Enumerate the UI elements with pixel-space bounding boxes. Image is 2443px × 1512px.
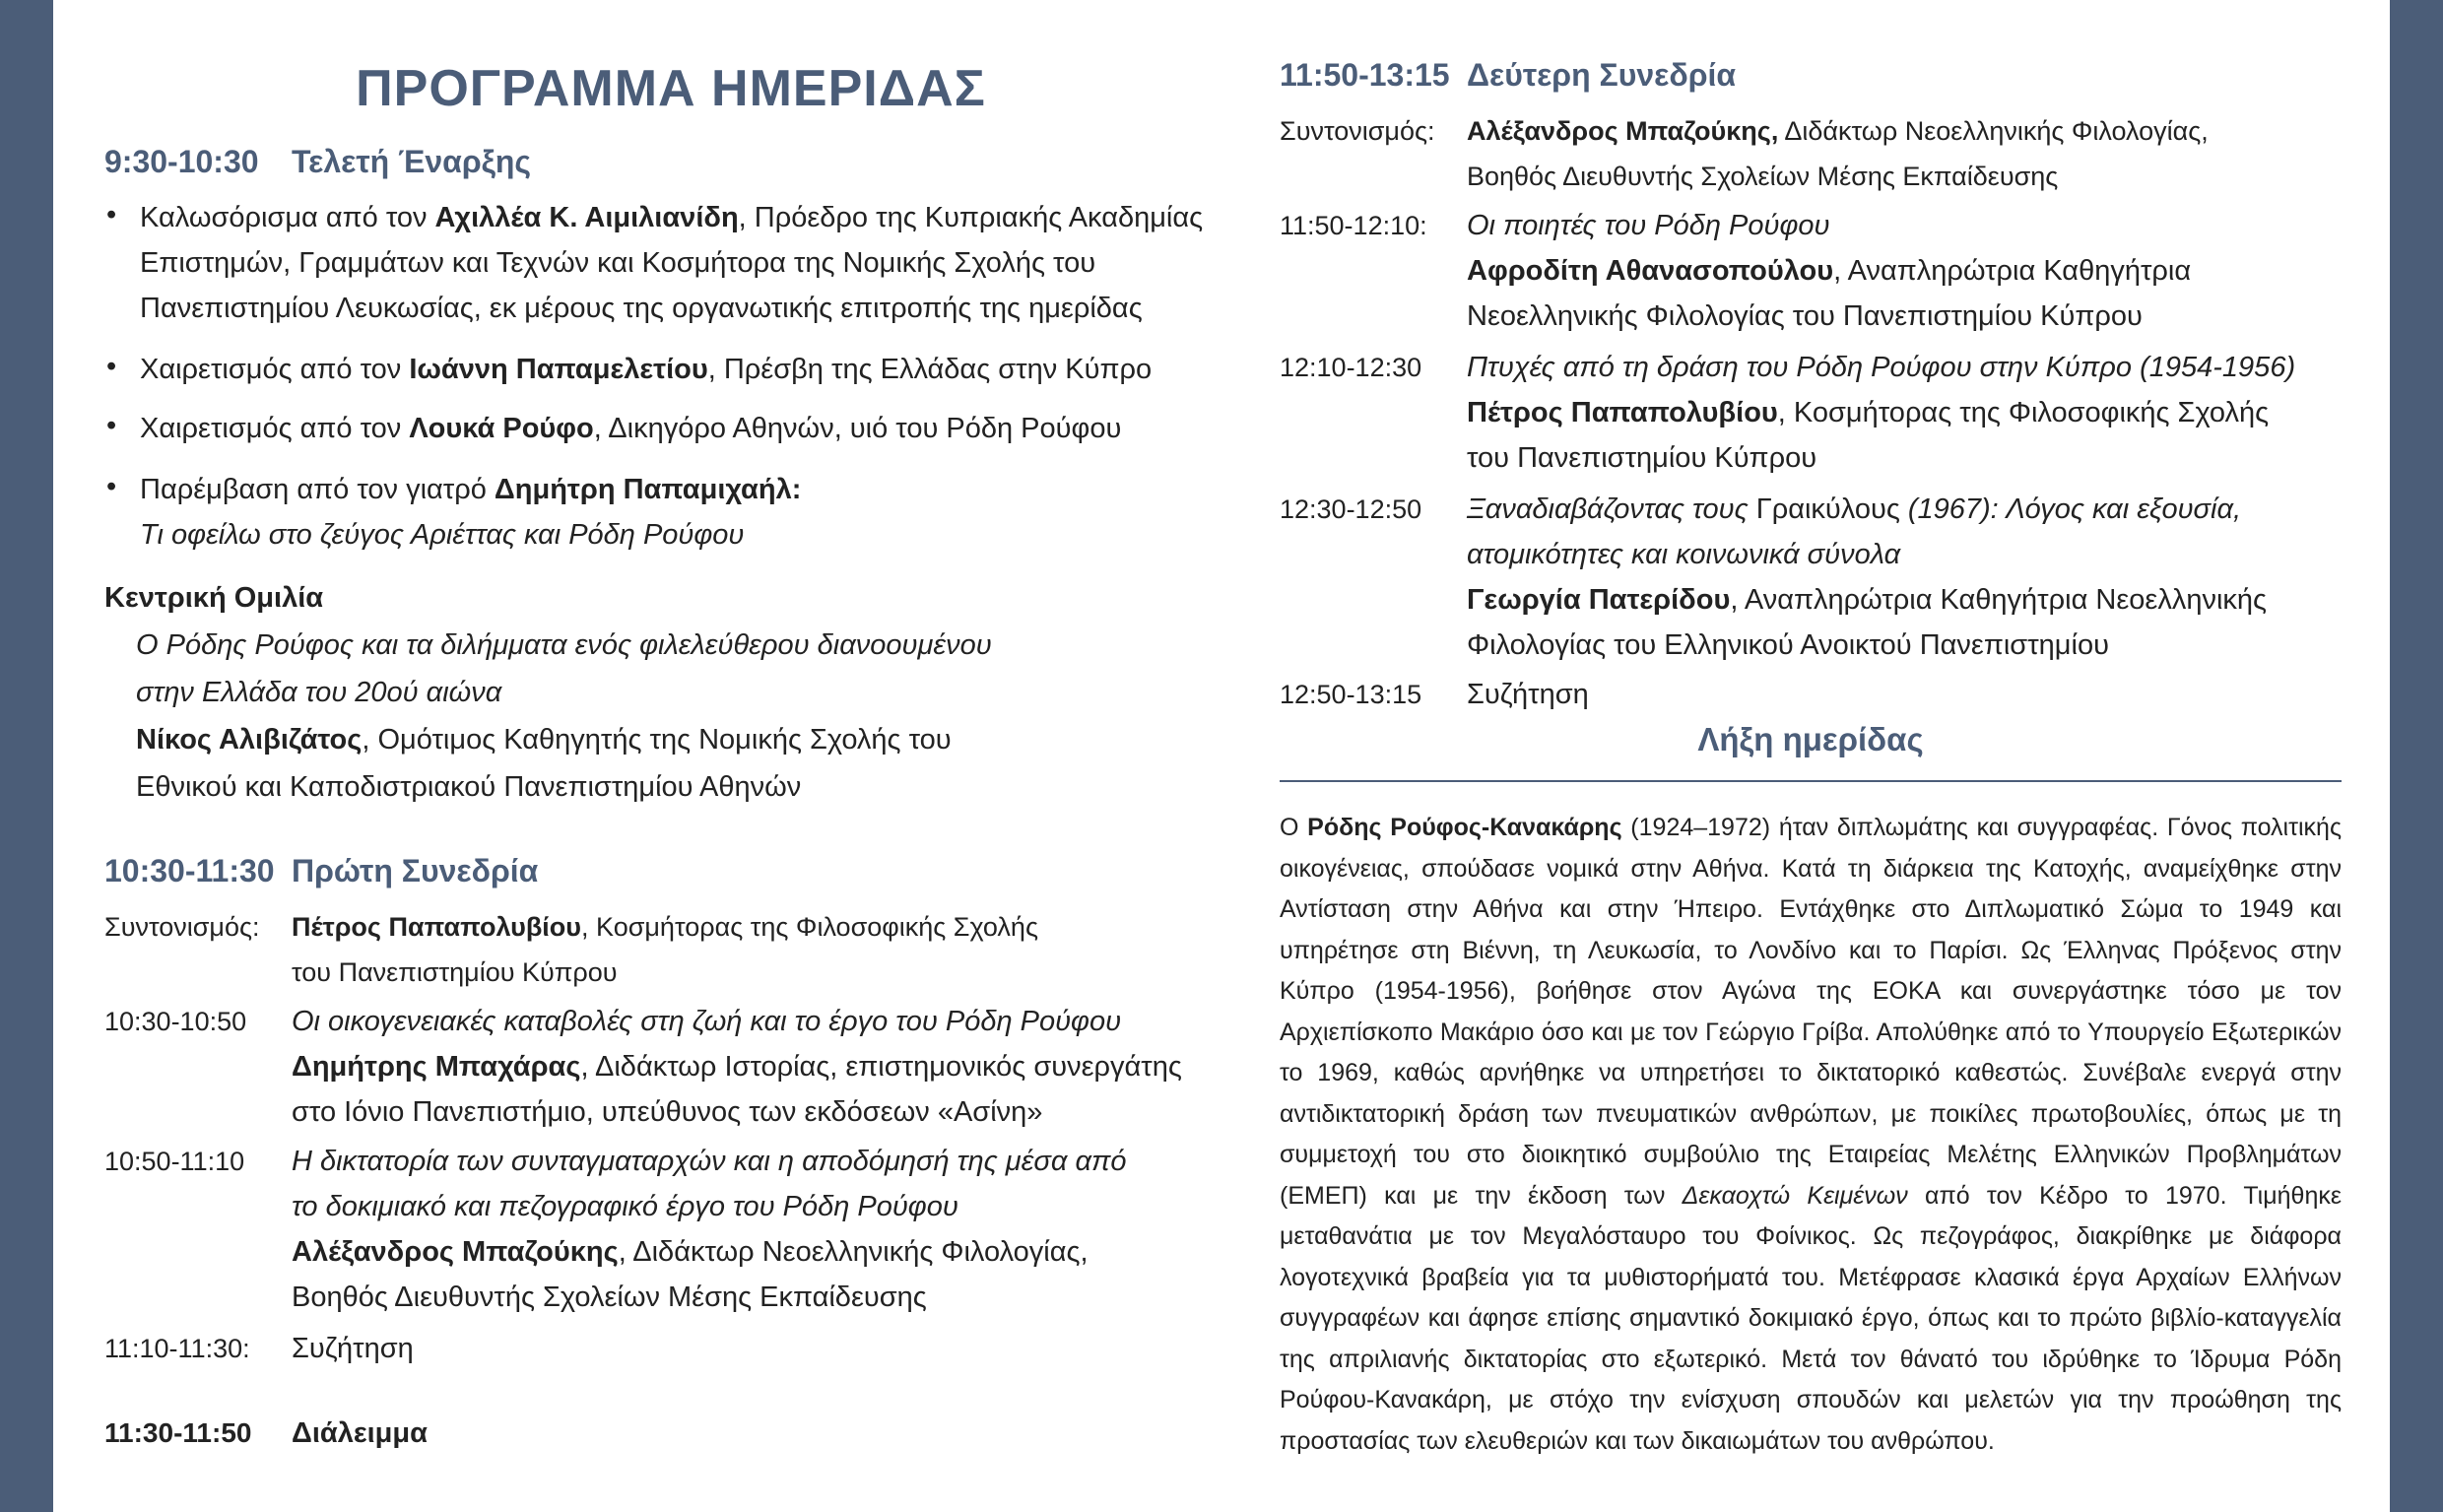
opening-heading (104, 144, 531, 180)
session1-heading (104, 853, 538, 889)
keynote-speaker: Νίκος Αλιβιζάτος, Ομότιμος Καθηγητής της Νομικής Σχολής του (136, 724, 952, 756)
greeting-son: Χαιρετισμός από τον Λουκά Ρούφο, Δικηγόρο Αθηνών, υιό του Ρόδη Ρούφου (140, 413, 1122, 444)
bullet-icon: • (106, 471, 117, 502)
session2-title: Δεύτερη Συνεδρία (1467, 57, 1737, 93)
welcome-line-3: Πανεπιστημίου Λευκωσίας, εκ μέρους της οργανωτικής επιτροπής της ημερίδας (140, 293, 1143, 324)
keynote-heading: Κεντρική Ομιλία (104, 582, 324, 614)
closing-title: Λήξη ημερίδας (1697, 721, 1924, 757)
intervention-title: Τι οφείλω στο ζεύγος Αριέττας και Ρόδη Ρούφου (140, 519, 745, 551)
session1-title: Πρώτη Συνεδρία (292, 853, 539, 888)
page-title: ΠΡΟΓΡΑΜΜΑ ΗΜΕΡΙΔΑΣ (356, 60, 986, 117)
welcome-line-2: Επιστημών, Γραμμάτων και Τεχνών και Κοσμήτορα της Νομικής Σχολής του (140, 247, 1096, 279)
biography-paragraph: Ο Ρόδης Ρούφος-Κανακάρης (1924–1972) ήταν διπλωμάτης και συγγραφέας. Γόνος πολιτικής οικογένειας, σπούδασε νομικά στην Αθήνα. Κατά τη διάρκεια της Κατοχής, αναμείχθηκε στην Αντίσταση στην Αθήνα και στην Ήπειρο. Εντάχθηκε στο Διπλωματικό Σώμα το 1949 και υπηρέτησε στη Βιέννη, τη Λευκωσία, το Λονδίνο και το Παρίσι. Ως Έλληνας Πρόξενος στην Κύπρο (1954-1956), βοήθησε στον Αγώνα της ΕΟΚΑ και συνεργάστηκε τόσο με τον Αρχιεπίσκοπο Μακάριο όσο και με τον Γεώργιο Γρίβα. Απολύθηκε από το Υπουργείο Εξωτερικών το 1969, καθώς αρνήθηκε να υπηρετήσει το δικτατορικό καθεστώς. Συνέβαλε ενεργά στην αντιδικτατορική δράση των πνευματικών ανθρώπων, με ποικίλες πρωτοβουλίες, όπως με τη συμμετοχή του στο διοικητικό συμβούλιο της Εταιρείας Μελέτης Ελληνικών Προβλημάτων (ΕΜΕΠ) και με την έκδοση των Δεκαοχτώ Κειμένων από τον Κέδρο το 1970. Τιμήθηκε μεταθανάτια με τον Μεγαλόσταυρο του Φοίνικος. Ως πεζογράφος, διακρίθηκε με διάφορα λογοτεχνικά βραβεία για τα μυθιστορήματά του. Μετέφρασε κλασικά έργα Αρχαίων Ελλήνων συγγραφέων και άφησε επίσης σημαντικό δοκιμιακό έργο, όπως και το πρώτο βιβλίο-καταγγελία της απριλιανής δικτατορίας στο εξωτερικό. Μετά τον θάνατό του ιδρύθηκε το Ίδρυμα Ρόδη Ρούφου-Κανακάρη, με στόχο την ενίσχυση σπουδών και μελετών για την προώθηση της προστασίας των ελευθεριών και των δικαιωμάτων του ανθρώπου. (1280, 814, 2343, 1455)
session2-heading (1280, 57, 1736, 94)
bullet-icon: • (106, 410, 117, 441)
welcome-line-1: Καλωσόρισμα από τον Αχιλλέα Κ. Αιμιλιανίδη, Πρόεδρο της Κυπριακής Ακαδημίας (140, 202, 1204, 233)
intervention-line-1: Παρέμβαση από τον γιατρό Δημήτρη Παπαμιχαήλ: (140, 474, 802, 505)
bullet-icon: • (106, 351, 117, 382)
opening-time: 9:30-10:30 (104, 144, 259, 179)
session1-time: 10:30-11:30 (104, 853, 275, 888)
greeting-ambassador: Χαιρετισμός από τον Ιωάννη Παπαμελετίου, Πρέσβη της Ελλάδας στην Κύπρο (140, 354, 1153, 385)
keynote-affiliation: Εθνικού και Καποδιστριακού Πανεπιστημίου Αθηνών (136, 771, 802, 803)
bullet-icon: • (106, 199, 117, 230)
keynote-title-1: Ο Ρόδης Ρούφος και τα διλήμματα ενός φιλελεύθερου διανοουμένου (136, 629, 992, 661)
opening-title: Τελετή Έναρξης (292, 144, 532, 179)
section-divider (1280, 780, 2342, 782)
keynote-title-2: στην Ελλάδα του 20ού αιώνα (136, 677, 502, 708)
session2-time: 11:50-13:15 (1280, 57, 1450, 93)
program-page: ΠΡΟΓΡΑΜΜΑ ΗΜΕΡΙΔΑΣ 9:30-10:30 Τελετή Έναρξης • Καλωσόρισμα από τον Αχιλλέα Κ. Αιμιλιανίδη, Πρόεδρο της Κυπριακής Ακαδημίας Επιστημών, Γραμμάτων και Τεχνών και Κοσμήτορα της Νομικής Σχολής του Πανεπιστημίου Λευκωσίας, εκ μέρους της οργανωτικής επιτροπής της ημερίδας • Χαιρετισμός από τον Ιωάννη Παπαμελετίου, Πρέσβη της Ελλάδας στην Κύπρο • Χαιρετισμός από τον Λουκά Ρούφο, Δικηγόρο Αθηνών, υιό του Ρόδη Ρούφου • Παρέμβαση από τον γιατρό Δημήτρη Παπαμιχαήλ: Τι οφείλω στο ζεύγος Αριέττας και Ρόδη Ρούφου Κεντρική Ομιλία Ο Ρόδης Ρούφος και τα διλήμματα ενός φιλελεύθερου διανοουμένου στην Ελλάδα του 20ού αιώνα Νίκος Αλιβιζάτος, Ομότιμος Καθηγητής της Νομικής Σχολής του Εθνικού και Καποδιστριακού Πανεπιστημίου Αθηνών 10:30-11:30 Πρώτη Συνεδρία Συντονισμός: Πέτρος Παπαπολυβίου, Κοσμήτορας της Φιλοσοφικής Σχολής του Πανεπιστημίου Κύπρου 10:30-10:50 Οι οικογενειακές καταβολές στη ζωή και το έργο του Ρόδη Ρούφου Δημήτρης Μπαχάρας, Διδάκτωρ Ιστορίας, επιστημονικός συνεργάτης στο Ιόνιο Πανεπιστήμιο, υπεύθυνος των εκδόσεων «Ασίνη» 10:50-11:10 Η δικτατορία των συνταγματαρχών και η αποδόμησή της μέσα από το δοκιμιακό και πεζογραφικό έργο του Ρόδη Ρούφου Αλέξανδρος Μπαζούκης, Διδάκτωρ Νεοελληνικής Φιλολογίας, Βοηθός Διευθυντής Σχολείων Μέσης Εκπαίδευσης 11:10-11:30: Συζήτηση 11:30-11:50 Διάλειμμα 11:50-13:15 Δεύτερη Συνεδρία Συντονισμός: Αλέξανδρος Μπαζούκης, Διδάκτωρ Νεοελληνικής Φιλολογίας, Βοηθός Διευθυντής Σχολείων Μέσης Εκπαίδευσης 11:50-12:10: Οι ποιητές του Ρόδη Ρούφου Αφροδίτη Αθανασοπούλου, Αναπληρώτρια Καθηγήτρια Νεοελληνικής Φιλολογίας του Πανεπιστημίου Κύπρου 12:10-12:30 Πτυχές από τη δράση του Ρόδη Ρούφου στην Κύπρο (1954-1956) Πέτρος Παπαπολυβίου, Κοσμήτορας της Φιλοσοφικής Σχολής του Πανεπιστημίου Κύπρου 12:30-12:50 Ξαναδιαβάζοντας τους Γραικύλους (1967): Λόγος και εξουσία, ατομικότητες και κοινωνικά σύνολα Γεωργία Πατερίδου, Αναπληρώτρια Καθηγήτρια Νεοελληνικής Φιλολογίας του Ελληνικού Ανοικτού Πανεπιστημίου 12:50-13:15 Συζήτηση Λήξη ημερίδας Ο Ρόδης Ρούφος-Κανακάρης (1924–1972) ήταν διπλωμάτης και συγγραφέας. Γόνος πολιτικής οικογένειας, σπούδασε νομικά στην Αθήνα. Κατά τη διάρκεια της Κατοχής, αναμείχθηκε στην Αντίσταση στην Αθήνα και στην Ήπειρο. Εντάχθηκε στο Διπλωματικό Σώμα το 1949 και υπηρέτησε στη Βιέννη, τη Λευκωσία, το Λονδίνο και το Παρίσι. Ως Έλληνας Πρόξενος στην Κύπρο (1954-1956), βοήθησε στον Αγώνα της ΕΟΚΑ και συνεργάστηκε τόσο με τον Αρχιεπίσκοπο Μακάριο όσο και με τον Γεώργιο Γρίβα. Απολύθηκε από το Υπουργείο Εξωτερικών το 1969, καθώς αρνήθηκε να υπηρετήσει το δικτατορικό καθεστώς. Συνέβαλε ενεργά στην αντιδικτατορική δράση των πνευματικών ανθρώπων, με ποικίλες πρωτοβουλίες, όπως με τη συμμετοχή του στο διοικητικό συμβούλιο της Εταιρείας Μελέτης Ελληνικών Προβλημάτων (ΕΜΕΠ) και με την έκδοση των Δεκαοχτώ Κειμένων από τον Κέδρο το 1970. Τιμήθηκε μεταθανάτια με τον Μεγαλόσταυρο του Φοίνικος. Ως πεζογράφος, διακρίθηκε με διάφορα λογοτεχνικά βραβεία για τα μυθιστορήματά του. Μετέφρασε κλασικά έργα Αρχαίων Ελλήνων συγγραφέων και άφησε επίσης σημαντικό δοκιμιακό έργο, όπως και το πρώτο βιβλίο-καταγγελία της απριλιανής δικτατορίας στο εξωτερικό. Μετά τον θάνατό του ιδρύθηκε το Ίδρυμα Ρόδη Ρούφου-Κανακάρη, με στόχο την ενίσχυση σπουδών και μελετών για την προώθηση της προστασίας των ελευθεριών και των δικαιωμάτων του ανθρώπου. (53, 0, 2390, 1512)
